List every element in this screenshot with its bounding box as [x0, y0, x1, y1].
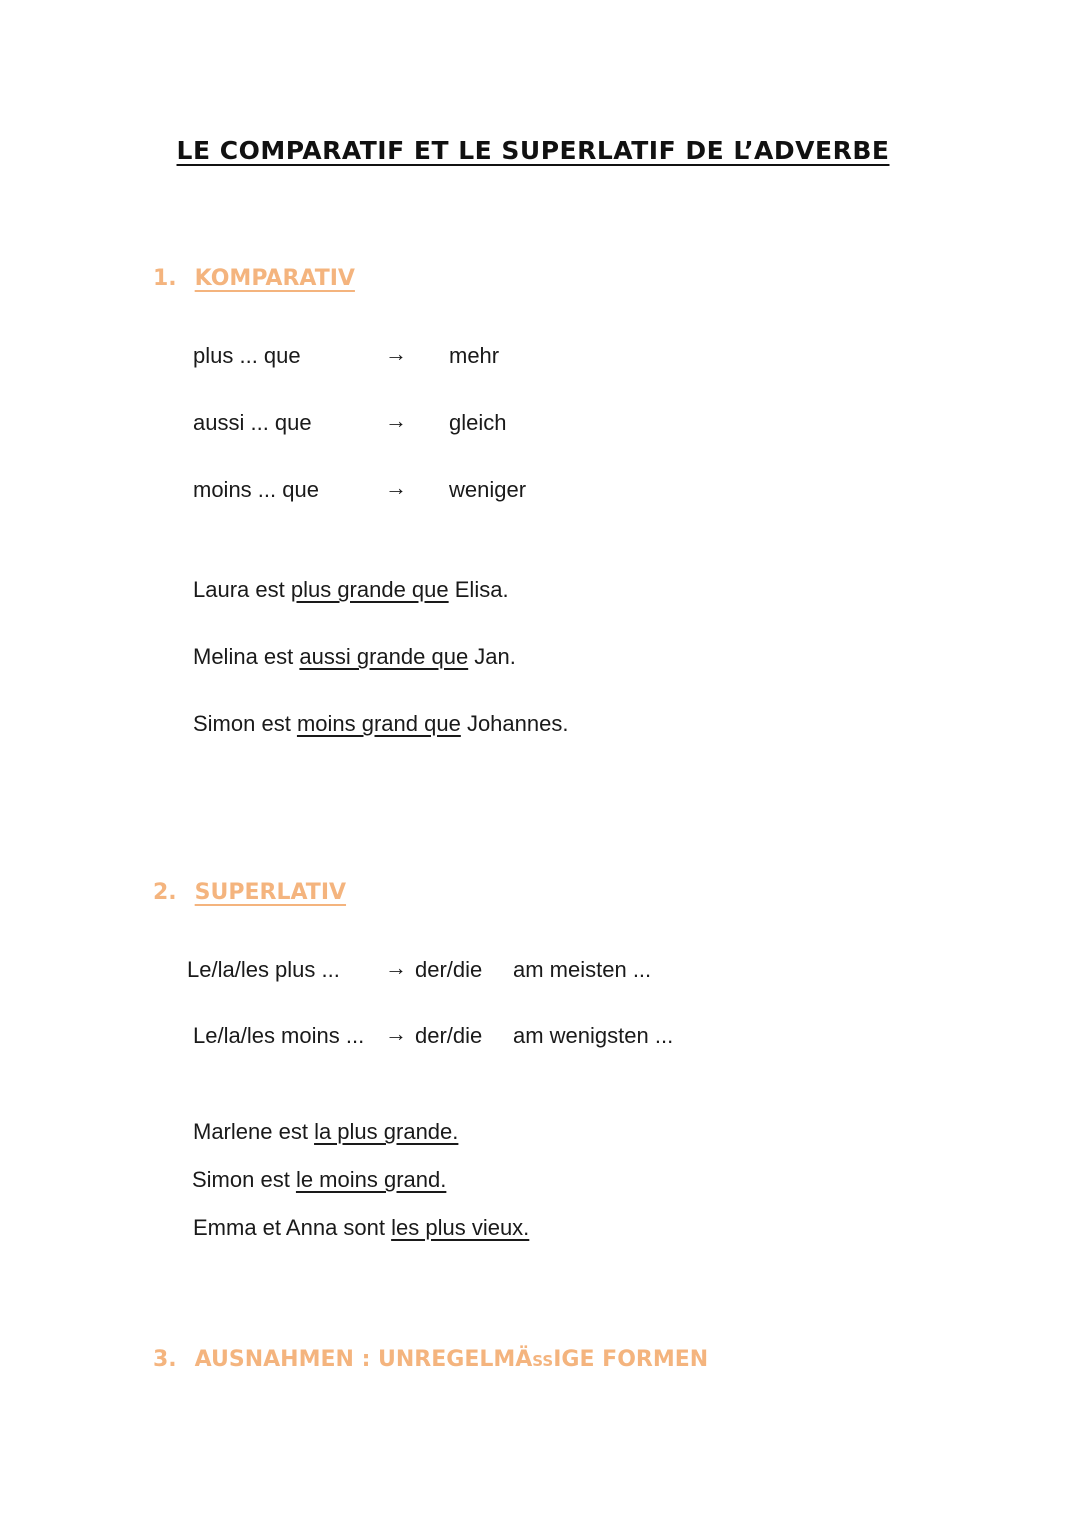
section-title: SUPERLATIV — [194, 880, 347, 905]
example-pre: Laura est — [193, 577, 291, 602]
rule-de-extra: am meisten ... — [513, 957, 652, 982]
section-heading-ausnahmen — [153, 1347, 708, 1372]
rule-fr: aussi ... que — [193, 410, 312, 435]
example-post: Jan. — [468, 644, 516, 669]
rule-fr: plus ... que — [193, 343, 301, 368]
example-underlined: plus grande que — [290, 577, 449, 602]
example-pre: Simon est — [193, 711, 297, 736]
rule-de: gleich — [449, 410, 507, 435]
example-pre: Melina est — [193, 644, 300, 669]
example-underlined: aussi grande que — [299, 644, 469, 669]
example-pre: Marlene est — [193, 1119, 315, 1144]
example-sentence — [193, 644, 516, 670]
page-title-text: LE COMPARATIF ET LE SUPERLATIF DE L’ADVERBE — [176, 136, 890, 165]
example-underlined: la plus grande. — [314, 1119, 459, 1144]
example-underlined: les plus vieux. — [391, 1215, 530, 1240]
example-sentence — [193, 577, 509, 603]
rule-fr: moins ... que — [193, 477, 319, 502]
section-title: AUSNAHMEN : UNREGELMÄßIGE FORMEN — [194, 1347, 709, 1372]
example-pre: Emma et Anna sont — [193, 1215, 392, 1240]
rule-de: der/die — [415, 1023, 483, 1048]
page-title — [0, 136, 1066, 165]
rule-de: der/die — [415, 957, 483, 982]
section-number: 3. — [153, 1347, 177, 1372]
arrow-icon: → — [385, 341, 407, 366]
example-post: Johannes. — [460, 711, 569, 736]
arrow-icon: → — [385, 408, 407, 433]
example-sentence — [193, 1215, 529, 1241]
arrow-icon: → — [385, 475, 407, 500]
rule-de: mehr — [449, 343, 500, 368]
arrow-icon: → — [385, 955, 407, 980]
arrow-icon: → — [385, 1021, 407, 1046]
section-heading-superlativ — [153, 880, 346, 905]
section-number: 1. — [153, 266, 177, 291]
example-underlined: moins grand que — [296, 711, 461, 736]
rule-fr: Le/la/les moins ... — [193, 1023, 365, 1048]
example-underlined: le moins grand. — [295, 1167, 447, 1192]
section-number: 2. — [153, 880, 177, 905]
example-post: Elisa. — [448, 577, 509, 602]
rule-fr: Le/la/les plus ... — [187, 957, 340, 982]
section-title: KOMPARATIV — [194, 266, 355, 291]
example-pre: Simon est — [192, 1167, 296, 1192]
rule-de-extra: am wenigsten ... — [513, 1023, 674, 1048]
example-sentence — [193, 711, 568, 737]
section-heading-komparativ — [153, 266, 355, 291]
example-sentence — [192, 1167, 446, 1193]
example-sentence — [193, 1119, 458, 1145]
rule-de: weniger — [449, 477, 527, 502]
